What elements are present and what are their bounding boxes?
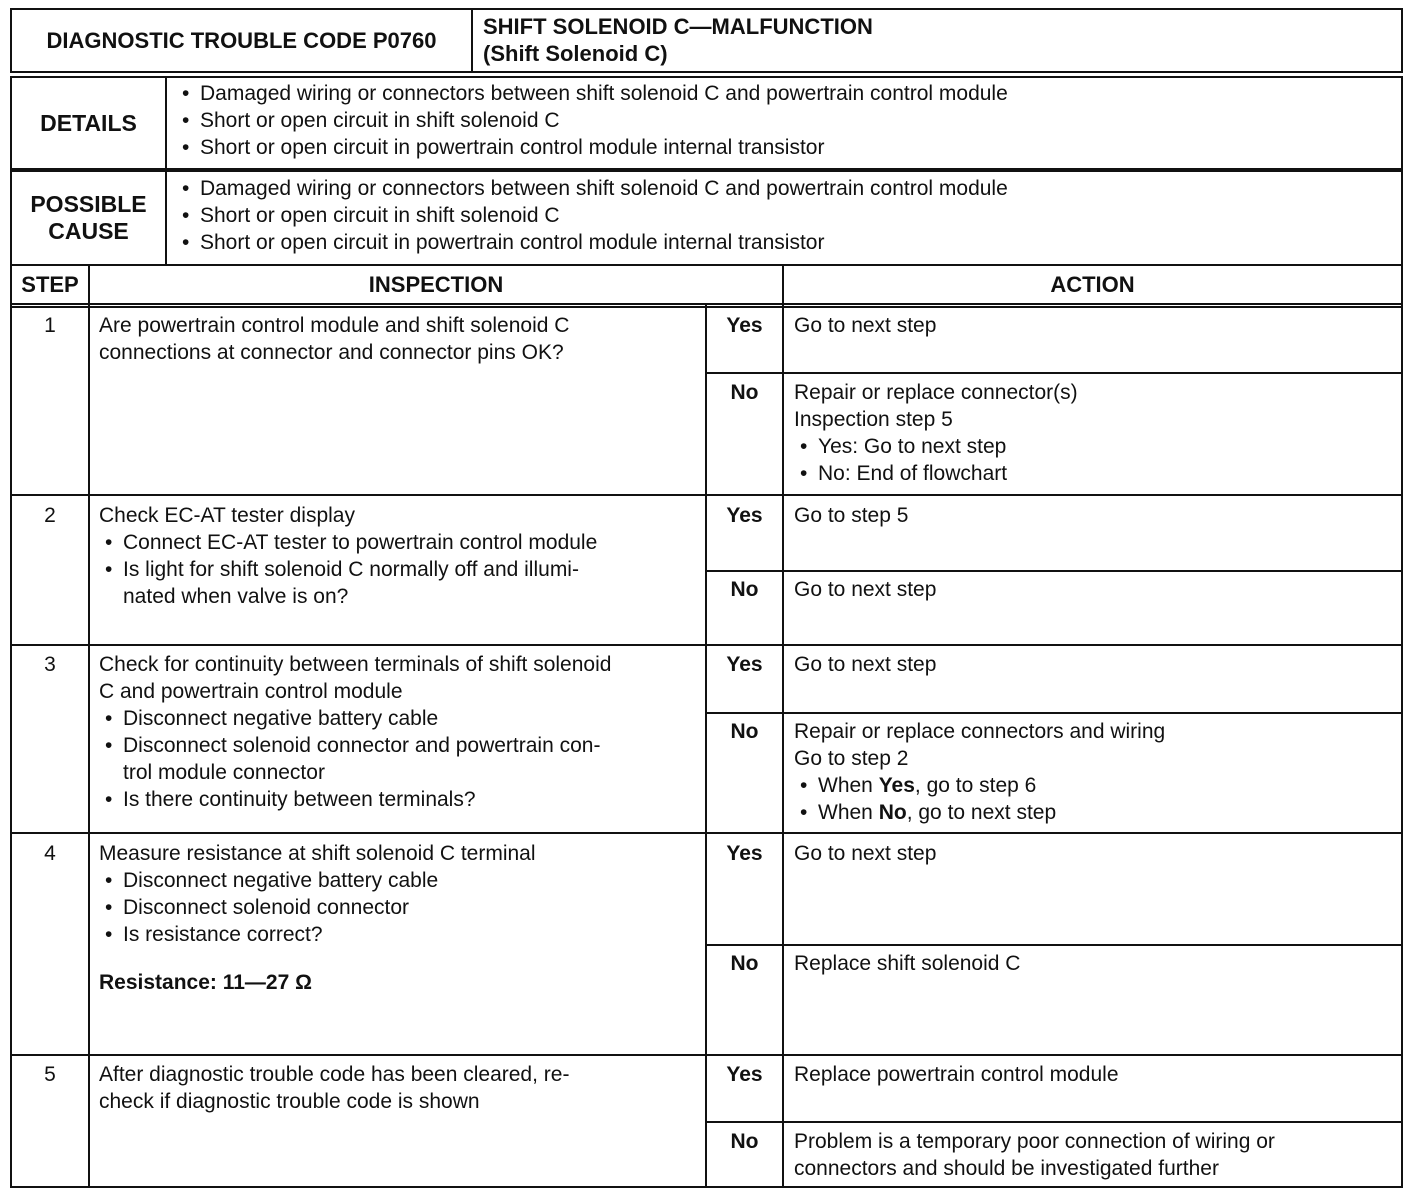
column-header-action: ACTION xyxy=(1050,271,1135,297)
step-inspection xyxy=(99,1061,569,1115)
no-action xyxy=(794,1128,1275,1182)
no-action: Replace shift solenoid C xyxy=(794,952,1021,975)
bullet-bold: No xyxy=(878,801,907,824)
inspection-bullet: • Is there continuity between terminals? xyxy=(99,786,611,813)
yes-label: Yes xyxy=(726,653,763,676)
action-bullet xyxy=(794,799,1165,826)
yes-label: Yes xyxy=(726,842,763,865)
inspection-line: Measure resistance at shift solenoid C terminal xyxy=(99,842,536,865)
action-line: Inspection step 5 xyxy=(794,408,953,431)
bullet-text: , go to step 6 xyxy=(914,774,1037,797)
inspection-line: Check EC-AT tester display xyxy=(99,504,355,527)
inspection-line: Check for continuity between terminals of shift solenoid xyxy=(99,653,612,676)
step-number: 1 xyxy=(44,314,56,337)
no-label: No xyxy=(730,952,759,975)
inspection-bullet: • Connect EC-AT tester to powertrain control module xyxy=(99,529,597,556)
inspection-bullet: • Is light for shift solenoid C normally off and illumi- xyxy=(99,556,597,583)
step-number: 2 xyxy=(44,504,56,527)
yes-action: Replace powertrain control module xyxy=(794,1063,1119,1086)
yes-action: Go to step 5 xyxy=(794,504,909,527)
inspection-bullet: • Is resistance correct? xyxy=(99,921,536,948)
action-line: Repair or replace connectors and wiring xyxy=(794,720,1166,743)
details-list xyxy=(176,80,1008,161)
inspection-line: connections at connector and connector pins OK? xyxy=(99,341,564,364)
resistance-spec: Resistance: 11—27 Ω xyxy=(99,971,312,994)
yes-label: Yes xyxy=(726,1063,763,1086)
step-inspection xyxy=(99,651,611,813)
no-label: No xyxy=(730,1130,759,1153)
yes-action: Go to next step xyxy=(794,842,937,865)
column-header-inspection: INSPECTION xyxy=(368,271,504,297)
step-number: 5 xyxy=(44,1063,56,1086)
step-inspection xyxy=(99,840,536,996)
possible-cause-label-line1: POSSIBLE xyxy=(30,191,147,217)
no-action xyxy=(794,718,1165,826)
bullet-text: When xyxy=(818,801,879,824)
possible-cause-label xyxy=(12,172,165,264)
action-line: Repair or replace connector(s) xyxy=(794,381,1078,404)
step-inspection xyxy=(99,502,597,610)
step-number: 3 xyxy=(44,653,56,676)
action-line: Go to step 2 xyxy=(794,747,909,770)
details-item: • Damaged wiring or connectors between shift solenoid C and powertrain control module xyxy=(176,80,1008,107)
no-action: Go to next step xyxy=(794,578,937,601)
inspection-bullet-continuation: nated when valve is on? xyxy=(123,585,349,608)
bullet-text: , go to next step xyxy=(906,801,1057,824)
step-number: 4 xyxy=(44,842,56,865)
step-inspection xyxy=(99,312,569,366)
column-header-step: STEP xyxy=(21,271,79,297)
inspection-bullet: • Disconnect solenoid connector and powertrain con- xyxy=(99,732,611,759)
action-line: Problem is a temporary poor connection of wiring or xyxy=(794,1130,1275,1153)
yes-label: Yes xyxy=(726,504,763,527)
header-title-line2: (Shift Solenoid C) xyxy=(483,41,668,66)
inspection-bullet: • Disconnect negative battery cable xyxy=(99,867,536,894)
possible-cause-list xyxy=(176,175,1008,256)
details-item: • Short or open circuit in powertrain control module internal transistor xyxy=(176,134,1008,161)
action-bullet: • Yes: Go to next step xyxy=(794,433,1078,460)
details-item: • Short or open circuit in shift solenoid C xyxy=(176,107,1008,134)
inspection-line: Are powertrain control module and shift solenoid C xyxy=(99,314,570,337)
dtc-code-label: DIAGNOSTIC TROUBLE CODE P0760 xyxy=(46,27,437,53)
no-label: No xyxy=(730,381,759,404)
inspection-line: After diagnostic trouble code has been cleared, re- xyxy=(99,1063,570,1086)
inspection-line: check if diagnostic trouble code is shown xyxy=(99,1090,480,1113)
inspection-bullet: • Disconnect negative battery cable xyxy=(99,705,611,732)
possible-cause-item: • Damaged wiring or connectors between shift solenoid C and powertrain control module xyxy=(176,175,1008,202)
yes-action: Go to next step xyxy=(794,653,937,676)
action-bullet xyxy=(794,772,1165,799)
possible-cause-item: • Short or open circuit in powertrain control module internal transistor xyxy=(176,229,1008,256)
bullet-bold: Yes xyxy=(878,774,915,797)
no-label: No xyxy=(730,578,759,601)
no-label: No xyxy=(730,720,759,743)
inspection-bullet: • Disconnect solenoid connector xyxy=(99,894,536,921)
inspection-line: C and powertrain control module xyxy=(99,680,403,703)
details-label: DETAILS xyxy=(40,109,137,136)
inspection-bullet-continuation: trol module connector xyxy=(123,761,325,784)
header-title-line1: SHIFT SOLENOID C—MALFUNCTION xyxy=(483,14,873,39)
yes-action: Go to next step xyxy=(794,314,937,337)
possible-cause-item: • Short or open circuit in shift solenoid C xyxy=(176,202,1008,229)
yes-label: Yes xyxy=(726,314,763,337)
bullet-text: When xyxy=(818,774,879,797)
possible-cause-label-line2: CAUSE xyxy=(48,218,129,244)
action-bullet: • No: End of flowchart xyxy=(794,460,1078,487)
no-action xyxy=(794,379,1078,487)
action-line: connectors and should be investigated further xyxy=(794,1157,1219,1180)
